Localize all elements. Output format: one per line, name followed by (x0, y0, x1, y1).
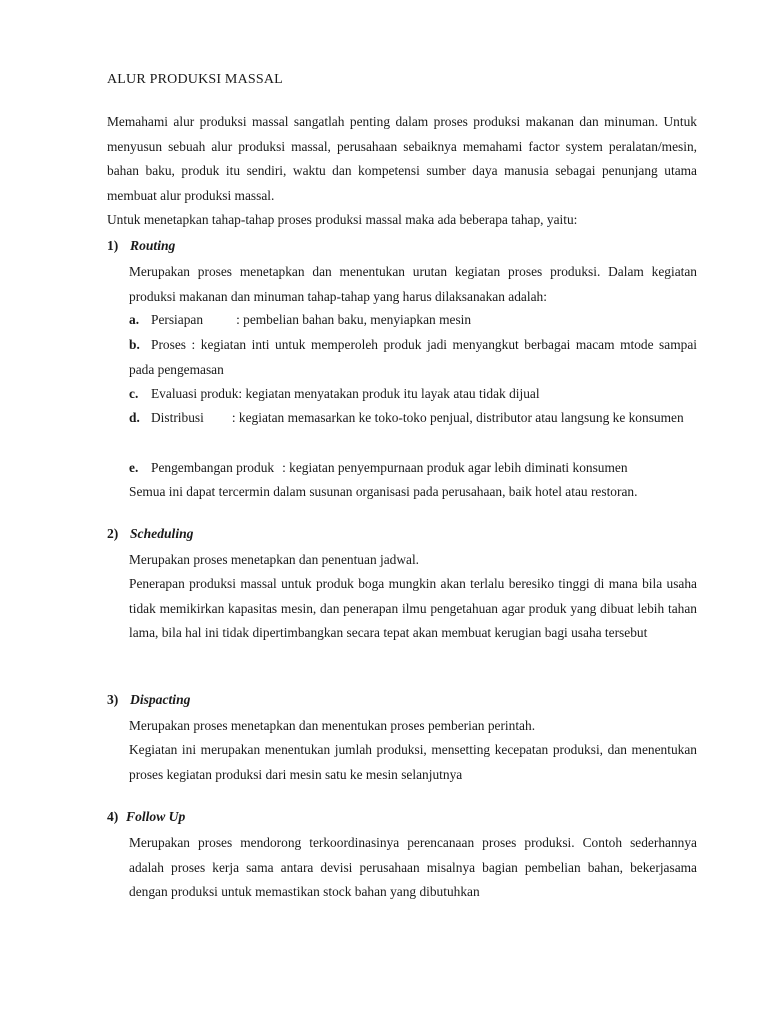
intro-steps-lead: Untuk menetapkan tahap-tahap proses produksi massal maka ada beberapa tahap, yaitu: (107, 212, 578, 227)
scheduling-body: Penerapan produksi massal untuk produk boga mungkin akan terlalu beresiko tinggi di mana bila usaha tidak memikirkan kapasitas mesin, dan penerapan ilmu pengetahuan agar produk yang dibuat lebih tahan lama, bila hal ini tidak dipertimbangkan secara tepat akan membuat kerugian bagi usaha tersebut (129, 576, 697, 641)
item-label: Distribusi (151, 410, 204, 425)
section-heading-routing (107, 236, 175, 256)
section-heading-dispacting (107, 690, 190, 710)
item-text: : kegiatan menyatakan produk itu layak atau tidak dijual (238, 386, 540, 401)
section-number: 3) (107, 692, 119, 707)
item-letter: d. (129, 410, 140, 425)
section-name: Scheduling (130, 526, 194, 541)
section-name: Routing (130, 238, 176, 253)
section-heading-follow-up (107, 807, 185, 827)
document-title: ALUR PRODUKSI MASSAL (107, 72, 283, 87)
item-letter: e. (129, 460, 139, 475)
routing-item-b (129, 333, 697, 382)
routing-item-d (129, 406, 697, 431)
routing-description: Merupakan proses menetapkan dan menentukan urutan kegiatan proses produksi. Dalam kegiatan produksi makanan dan minuman tahap-tahap yang harus dilaksanakan adalah: (129, 264, 697, 304)
section-number: 1) (107, 238, 119, 253)
item-letter: b. (129, 337, 140, 352)
section-name: Follow Up (126, 809, 186, 824)
item-letter: c. (129, 386, 139, 401)
item-label: Pengembangan produk (151, 460, 275, 475)
section-heading-scheduling (107, 524, 193, 544)
dispacting-body: Kegiatan ini merupakan menentukan jumlah produksi, mensetting kecepatan produksi, dan menentukan proses kegiatan produksi dari mesin satu ke mesin selanjutnya (129, 742, 697, 782)
item-text: : kegiatan inti untuk memperoleh produk jadi menyangkut berbagai macam mtode sampai pada pengemasan (129, 337, 697, 377)
item-letter: a. (129, 312, 140, 327)
item-label: Persiapan (151, 312, 204, 327)
section-number: 4) (107, 809, 119, 824)
routing-closing: Semua ini dapat tercermin dalam susunan organisasi pada perusahaan, baik hotel atau restoran. (129, 484, 638, 499)
routing-item-e (129, 456, 697, 481)
scheduling-description: Merupakan proses menetapkan dan penentuan jadwal. (129, 552, 420, 567)
intro-paragraph: Memahami alur produksi massal sangatlah penting dalam proses produksi makanan dan minuman. Untuk menyusun sebuah alur produksi massal, perusahaan sebaiknya memahami factor system peralatan/mesin, bahan baku, produk itu sendiri, waktu dan kompetensi sumber daya manusia sebagai penunjang utama membuat alur produksi massal. (107, 114, 697, 203)
routing-item-a (129, 308, 697, 333)
item-text: : pembelian bahan baku, menyiapkan mesin (236, 312, 472, 327)
follow-up-description: Merupakan proses mendorong terkoordinasinya perencanaan proses produksi. Contoh sederhannya adalah proses kerja sama antara devisi perusahaan misalnya bagian pembelian bahan, bekerjasama dengan produksi untuk memastikan stock bahan yang dibutuhkan (129, 835, 697, 900)
section-number: 2) (107, 526, 119, 541)
item-label: Evaluasi produk (151, 386, 239, 401)
item-text: : kegiatan memasarkan ke toko-toko penjual, distributor atau langsung ke konsumen (231, 410, 684, 425)
section-name: Dispacting (130, 692, 191, 707)
item-text: : kegiatan penyempurnaan produk agar lebih diminati konsumen (282, 460, 628, 475)
dispacting-description: Merupakan proses menetapkan dan menentukan proses pemberian perintah. (129, 718, 536, 733)
item-label: Proses (151, 337, 186, 352)
routing-item-c (129, 382, 697, 407)
